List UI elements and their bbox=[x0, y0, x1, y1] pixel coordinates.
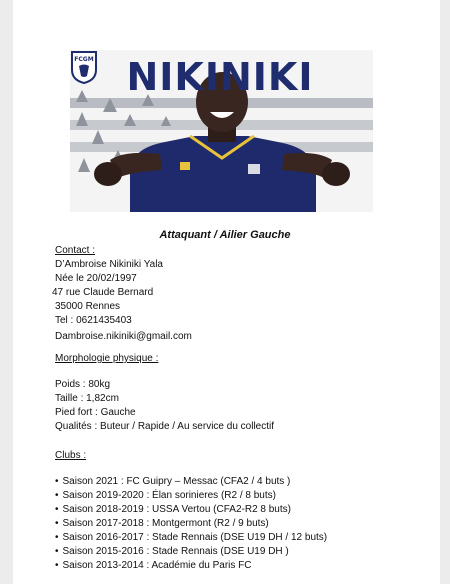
contact-birth: Née le 20/02/1997 bbox=[55, 273, 137, 284]
contact-email: Dambroise.nikiniki@gmail.com bbox=[55, 331, 192, 342]
contact-section bbox=[52, 244, 192, 344]
player-banner bbox=[70, 50, 373, 212]
club-item: • Saison 2021 : FC Guipry – Messac (CFA2 / 4 buts ) bbox=[55, 475, 327, 489]
contact-address: 47 rue Claude Bernard bbox=[52, 287, 154, 298]
clubs-label: Clubs : bbox=[55, 450, 87, 461]
position-title: Attaquant / Ailier Gauche bbox=[159, 229, 291, 241]
club-item: • Saison 2013-2014 : Académie du Paris FC bbox=[55, 559, 327, 573]
morphology-qualities: Qualités : Buteur / Rapide / Au service du collectif bbox=[55, 421, 274, 432]
club-crest-text: FCGM bbox=[74, 56, 94, 63]
contact-name: D’Ambroise Nikiniki Yala bbox=[55, 259, 163, 270]
morphology-height: Taille : 1,82cm bbox=[55, 393, 119, 404]
morphology-section bbox=[55, 352, 274, 434]
banner-title: NIKINIKI bbox=[126, 55, 314, 99]
club-crest-icon bbox=[70, 50, 98, 84]
morphology-label: Morphologie physique : bbox=[55, 353, 159, 364]
contact-phone: Tel : 0621435403 bbox=[55, 315, 132, 326]
morphology-weight: Poids : 80kg bbox=[55, 379, 111, 390]
club-item: • Saison 2015-2016 : Stade Rennais (DSE U19 DH ) bbox=[55, 545, 327, 559]
club-item: • Saison 2019-2020 : Élan sorinieres (R2 / 8 buts) bbox=[55, 489, 327, 503]
club-item: • Saison 2016-2017 : Stade Rennais (DSE U19 DH / 12 buts) bbox=[55, 531, 327, 545]
contact-city: 35000 Rennes bbox=[55, 301, 121, 312]
club-item: • Saison 2017-2018 : Montgermont (R2 / 9 buts) bbox=[55, 517, 327, 531]
clubs-list bbox=[55, 475, 327, 573]
morphology-foot: Pied fort : Gauche bbox=[55, 407, 136, 418]
contact-label: Contact : bbox=[55, 245, 96, 256]
clubs-section bbox=[55, 449, 327, 573]
club-item: • Saison 2018-2019 : USSA Vertou (CFA2-R2 8 buts) bbox=[55, 503, 327, 517]
